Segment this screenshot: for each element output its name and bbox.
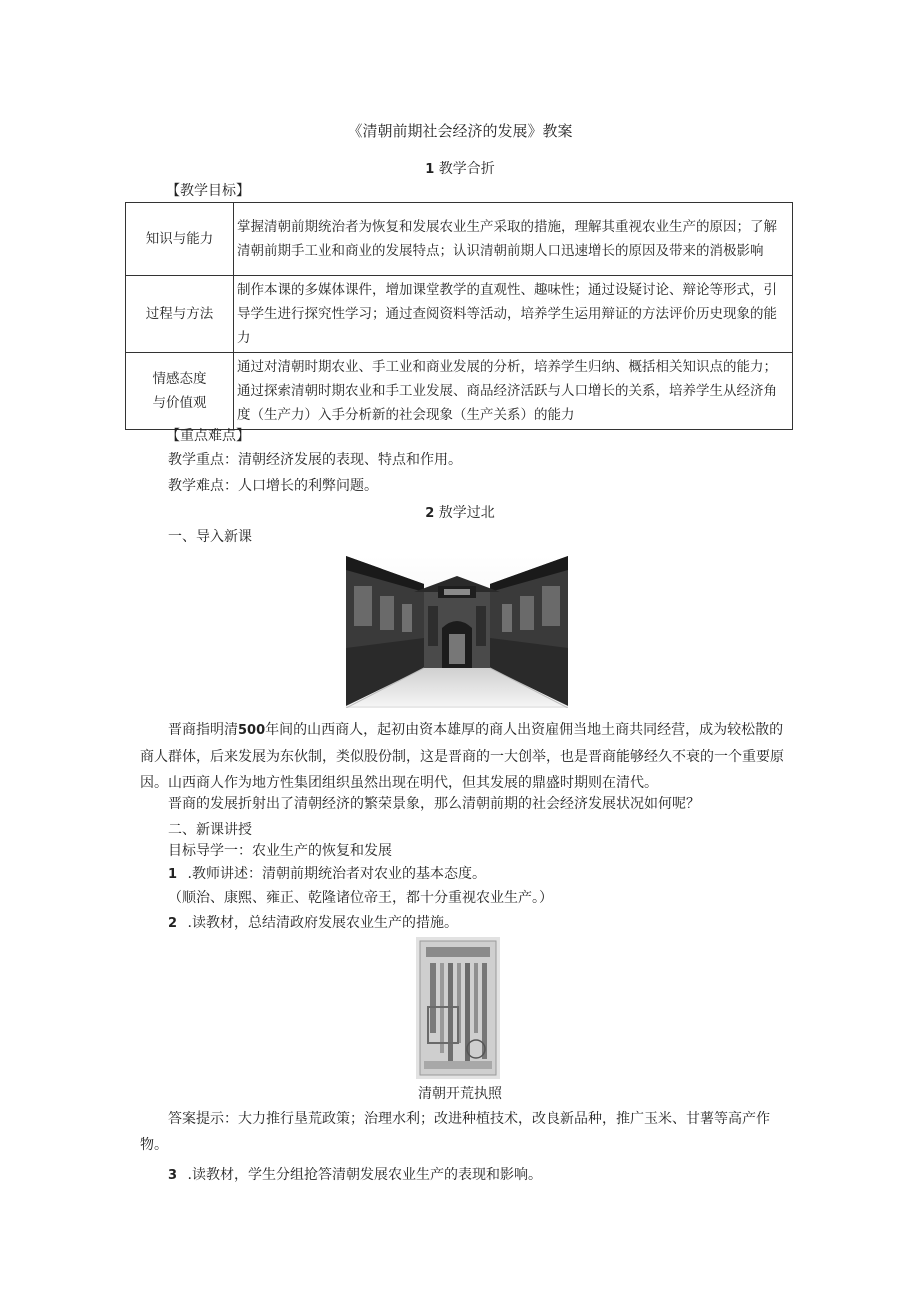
- intro-paragraph-2: 晋商的发展折射出了清朝经济的繁荣景象，那么清朝前期的社会经济发展状况如何呢？: [168, 796, 700, 812]
- item-note: （顺治、康熙、雍正、乾隆诸位帝王，都十分重视农业生产。）: [168, 890, 553, 906]
- item-text: .读教材，总结清政府发展农业生产的措施。: [187, 915, 458, 931]
- goal-label-cell: 过程与方法: [126, 276, 234, 353]
- answer-hint: 答案提示：大力推行垦荒政策；治理水利；改进种植技术，改良新品种，推广玉米、甘薯等高产作物。: [140, 1111, 770, 1153]
- document-title: 《清朝前期社会经济的发展》教案: [347, 122, 573, 140]
- intro-text: 年间的山西商人，起初由资本雄厚的商人出资雇佣当地土商共同经营，成为较松散的商人群体，后来发展为东伙制，类似股份制，这是晋商的一大创举，也是晋商能够经久不衰的一个重要原因。山西商人作为地方性集团组织虽然出现在明代，但其发展的鼎盛时期则在清代。: [140, 722, 784, 791]
- intro-text: 晋商指明清: [168, 722, 238, 738]
- goal-content-cell: 通过对清朝时期农业、手工业和商业发展的分析，培养学生归纳、概括相关知识点的能力；通过探索清朝时期农业和手工业发展、商品经济活跃与人口增长的关系，培养学生从经济角度（生产力）入手分析新的社会现象（生产关系）的能力: [234, 353, 793, 430]
- license-caption: 清朝开荒执照: [418, 1086, 502, 1102]
- item-number: 3: [168, 1168, 178, 1183]
- list-item: [168, 1162, 542, 1189]
- intro-number: 500: [238, 723, 266, 738]
- item-text: .教师讲述：清朝前期统治者对农业的基本态度。: [187, 866, 486, 882]
- item-number: 2: [168, 916, 178, 931]
- land-reclamation-license-image: [416, 937, 500, 1079]
- part-title: 一、导入新课: [168, 529, 252, 545]
- goals-label: 【教学目标】: [166, 183, 250, 199]
- item-number: 1: [168, 867, 178, 882]
- keypoints-label: 【重点难点】: [166, 428, 250, 444]
- difficult-point: 教学难点：人口增长的利弊问题。: [168, 478, 378, 494]
- jin-merchant-courtyard-photo: [346, 556, 568, 708]
- table-row: [126, 276, 793, 353]
- section-number: 2: [425, 506, 435, 521]
- teaching-goals-table: [125, 202, 793, 430]
- section-title: 敖学过北: [438, 505, 495, 521]
- key-point: 教学重点：清朝经济发展的表现、特点和作用。: [168, 452, 462, 468]
- section-title: 教学合折: [438, 161, 495, 177]
- goal-label-line: 与价值观: [152, 395, 207, 411]
- intro-paragraph-1: [140, 717, 796, 796]
- item-text: .读教材，学生分组抢答清朝发展农业生产的表现和影响。: [187, 1167, 542, 1183]
- list-item: [168, 861, 486, 888]
- section-number: 1: [425, 162, 435, 177]
- table-row: [126, 353, 793, 430]
- goal-content-cell: 掌握清朝前期统治者为恢复和发展农业生产采取的措施，理解其重视农业生产的原因；了解清朝前期手工业和商业的发展特点；认识清朝前期人口迅速增长的原因及带来的消极影响: [234, 203, 793, 276]
- section-heading-2: [0, 502, 920, 522]
- table-row: [126, 203, 793, 276]
- goal-label-cell: [126, 353, 234, 430]
- list-item: [168, 910, 458, 937]
- goal-guide-1: 目标导学一：农业生产的恢复和发展: [168, 843, 392, 859]
- part-title: 二、新课讲授: [168, 822, 252, 838]
- goal-label-line: 情感态度: [152, 371, 207, 387]
- goal-content-cell: 制作本课的多媒体课件，增加课堂教学的直观性、趣味性；通过设疑讨论、辩论等形式，引导学生进行探究性学习；通过查阅资料等活动，培养学生运用辩证的方法评价历史现象的能力: [234, 276, 793, 353]
- goal-label-cell: 知识与能力: [126, 203, 234, 276]
- section-heading-1: [0, 158, 920, 178]
